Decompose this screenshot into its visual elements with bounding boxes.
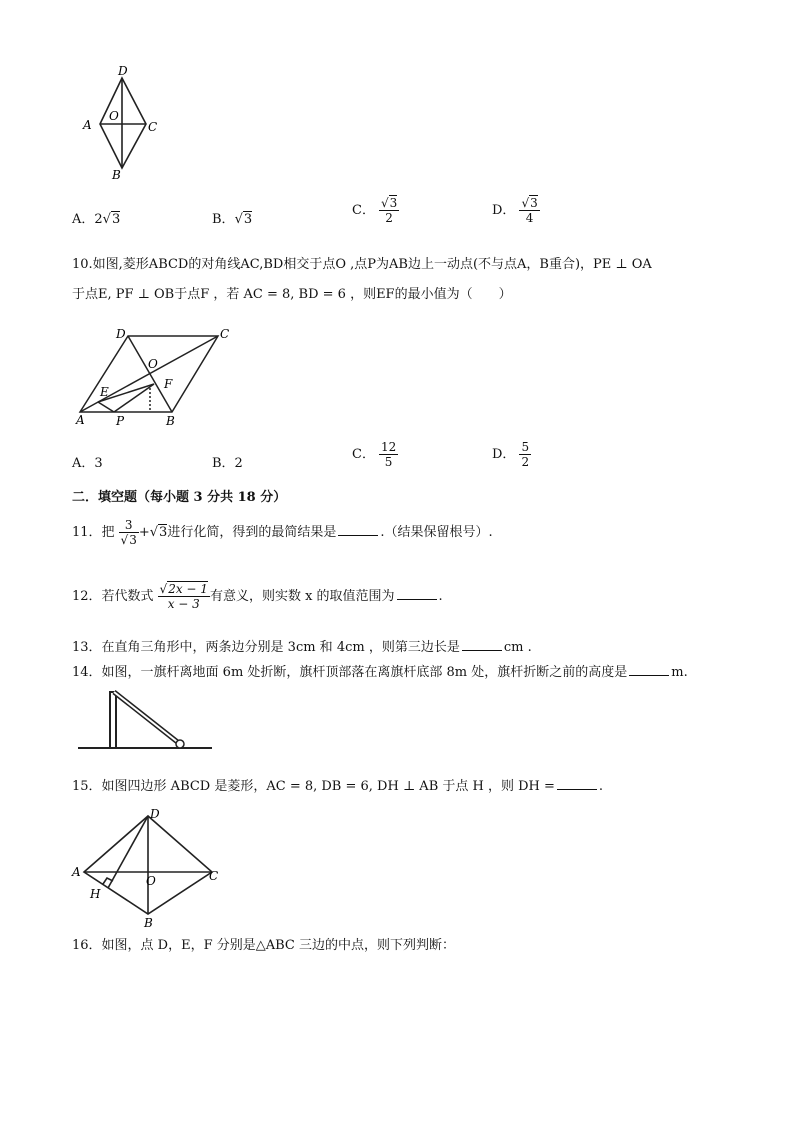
label-A: A	[76, 413, 85, 427]
label-B: B	[144, 916, 153, 930]
label-B: B	[166, 414, 175, 428]
label-C: C	[148, 120, 158, 134]
q13: 13．在直角三角形中，两条边分别是 3cm 和 4cm ，则第三边长是 cm .	[72, 640, 532, 655]
label-O: O	[148, 357, 158, 371]
rhombus-figure-2	[72, 326, 242, 430]
q10-option-b: B．2	[212, 456, 243, 471]
label-F: F	[164, 377, 173, 391]
label-O: O	[109, 109, 119, 123]
label-E: E	[100, 385, 109, 399]
label-P: P	[116, 414, 125, 428]
flagpole-figure	[76, 686, 216, 756]
q11: 11．把 $\frac{3}{√3}$ +√3进行化简，得到的最简结果是 .（结果保留根号）.	[72, 518, 493, 547]
label-D: D	[150, 807, 160, 821]
q10-line-2: 于点E, PF ⊥ OB于点F ，若 AC = 8, BD = 6 ，则EF的最小值为（ ）	[72, 287, 512, 302]
section-heading: 二．填空题（每小题 3 分共 18 分）	[72, 490, 287, 505]
q10-option-a: A．3	[72, 456, 103, 471]
q9-option-d: D． $\frac{√3}{4}$	[492, 196, 538, 225]
q15: 15．如图四边形 ABCD 是菱形，AC = 8, DB = 6, DH ⊥ AB 于点 H ，则 DH = .	[72, 779, 604, 794]
q12: 12．若代数式 $\frac{√2x - 1}{x - 3}$ 有意义，则实数 x 的取值范围为 .	[72, 582, 443, 611]
q14: 14．如图，一旗杆离地面 6m 处折断，旗杆顶部落在离旗杆底部 8m 处，旗杆折断之前的高度是 m.	[72, 665, 688, 680]
q16: 16．如图，点 D，E，F 分别是△ABC 三边的中点，则下列判断：	[72, 938, 455, 953]
label-C: C	[209, 869, 219, 883]
q10-line-1: 10.如图,菱形ABCD的对角线AC,BD相交于点O ,点P为AB边上一动点(不与点A，B重合)，PE ⊥ OA	[72, 257, 652, 272]
label-C: C	[220, 327, 230, 341]
label-H: H	[90, 887, 101, 901]
q9-option-b: B．√3	[212, 212, 253, 227]
label-D: D	[116, 327, 126, 341]
label-A: A	[83, 118, 92, 132]
q10-option-d: D． $\frac{5}{2}$	[492, 440, 530, 469]
q9-option-c: C． $\frac{√3}{2}$	[352, 196, 398, 225]
q9-option-a: A．2√3	[72, 212, 121, 227]
label-B: B	[112, 168, 121, 182]
q10-option-c: C． $\frac{12}{5}$	[352, 440, 397, 469]
label-O: O	[146, 874, 156, 888]
label-A: A	[72, 865, 81, 879]
label-D: D	[118, 64, 128, 78]
rhombus-figure-3	[70, 806, 240, 930]
rhombus-figure-1	[78, 64, 168, 186]
